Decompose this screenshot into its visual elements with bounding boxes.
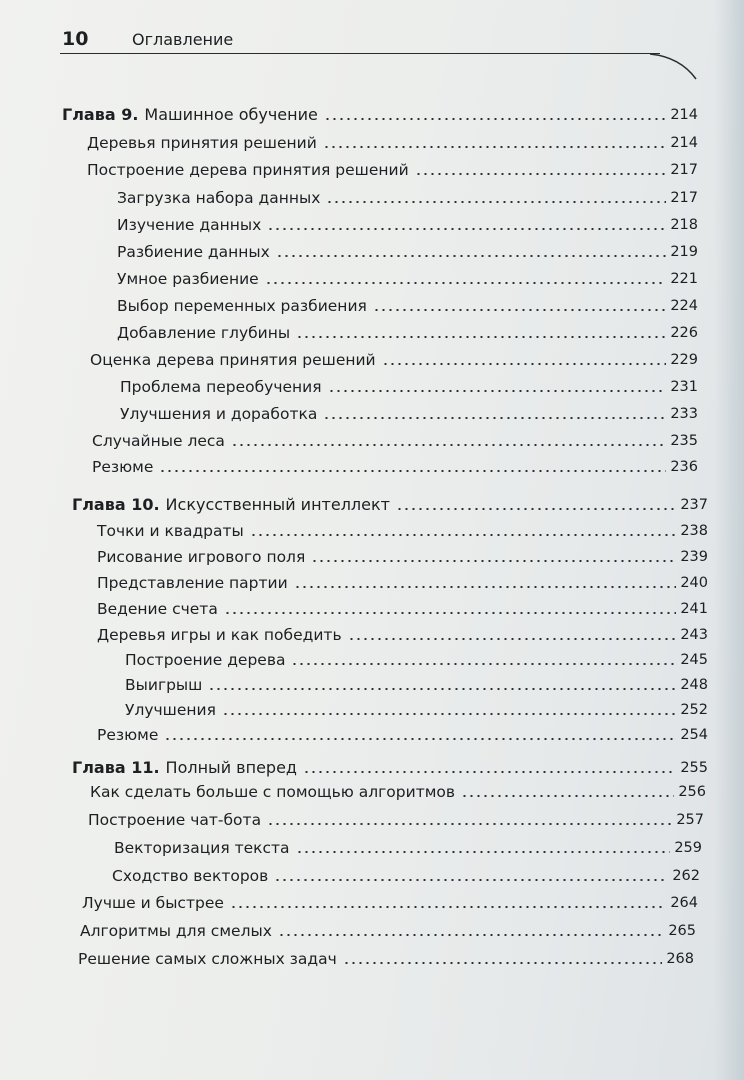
entry-title: Лучше и быстрее <box>82 894 224 912</box>
toc-entry[interactable] <box>80 921 696 941</box>
dot-leader <box>224 612 676 614</box>
entry-title: Разбиение данных <box>117 243 270 261</box>
toc-entry[interactable] <box>97 573 708 593</box>
page-number: 10 <box>62 28 89 50</box>
entry-title: Резюме <box>97 726 159 744</box>
entry-page: 257 <box>676 812 704 828</box>
toc-subentry[interactable] <box>120 404 698 424</box>
dot-leader <box>323 417 666 419</box>
entry-page: 243 <box>680 627 708 643</box>
dot-leader <box>267 823 672 825</box>
chapter-label: Глава 9. <box>62 105 139 124</box>
dot-leader <box>208 688 676 690</box>
toc-chapter[interactable] <box>72 758 708 778</box>
toc-entry[interactable] <box>92 431 698 451</box>
toc-subentry[interactable] <box>125 700 708 720</box>
entry-title: Представление партии <box>97 574 288 592</box>
running-title: Оглавление <box>132 30 234 49</box>
entry-title: Деревья игры и как победить <box>97 626 342 644</box>
dot-leader <box>324 118 666 120</box>
dot-leader <box>230 906 666 908</box>
entry-page: 226 <box>670 325 698 341</box>
entry-title: Сходство векторов <box>112 867 269 885</box>
entry-page: 248 <box>680 677 708 693</box>
toc-subentry[interactable] <box>117 323 698 343</box>
dot-leader <box>415 173 667 175</box>
dot-leader <box>382 363 667 365</box>
dot-leader <box>296 336 666 338</box>
toc-entry[interactable] <box>87 160 698 180</box>
toc-entry[interactable] <box>78 949 694 969</box>
toc-subentry[interactable] <box>117 242 698 262</box>
entry-title: Рисование игрового поля <box>97 548 306 566</box>
dot-leader <box>159 470 666 472</box>
entry-page: 245 <box>680 652 708 668</box>
toc-entry[interactable] <box>97 547 708 567</box>
entry-title: Загрузка набора данных <box>117 189 321 207</box>
dot-leader <box>303 771 676 773</box>
entry-page: 241 <box>680 601 708 617</box>
dot-leader <box>274 879 668 881</box>
entry-page: 229 <box>670 352 698 368</box>
dot-leader <box>396 508 676 510</box>
dot-leader <box>164 738 676 740</box>
dot-leader <box>291 663 676 665</box>
dot-leader <box>276 255 666 257</box>
entry-title: Улучшения и доработка <box>120 405 318 423</box>
entry-title: Изучение данных <box>117 216 262 234</box>
dot-leader <box>278 934 664 936</box>
entry-page: 218 <box>670 217 698 233</box>
entry-page: 256 <box>678 784 706 800</box>
entry-page: 264 <box>670 895 698 911</box>
entry-title: Искусственный интеллект <box>165 495 390 514</box>
toc-subentry[interactable] <box>120 377 698 397</box>
entry-title: Выбор переменных разбиения <box>117 297 367 315</box>
entry-title: Полный вперед <box>165 758 297 777</box>
entry-title: Выигрыш <box>125 676 203 694</box>
entry-page: 265 <box>668 923 696 939</box>
entry-title: Построение дерева принятия решений <box>87 161 409 179</box>
dot-leader <box>250 534 677 536</box>
dot-leader <box>267 228 666 230</box>
entry-page: 224 <box>670 298 698 314</box>
toc-entry[interactable] <box>97 599 708 619</box>
toc-entry[interactable] <box>82 893 698 913</box>
dot-leader <box>461 795 674 797</box>
entry-title: Векторизация текста <box>114 839 290 857</box>
entry-page: 259 <box>674 840 702 856</box>
dot-leader <box>296 851 671 853</box>
dot-leader <box>222 713 676 715</box>
dot-leader <box>311 560 676 562</box>
dot-leader <box>326 201 666 203</box>
entry-page: 268 <box>666 951 694 967</box>
toc-entry[interactable] <box>97 725 708 745</box>
toc-entry[interactable] <box>97 625 708 645</box>
entry-page: 214 <box>670 107 698 123</box>
entry-page: 231 <box>670 379 698 395</box>
toc-subentry[interactable] <box>125 675 708 695</box>
toc-chapter[interactable] <box>72 495 708 515</box>
entry-title: Улучшения <box>125 701 216 719</box>
entry-page: 217 <box>670 162 698 178</box>
toc-entry[interactable] <box>90 782 706 802</box>
entry-page: 235 <box>670 433 698 449</box>
toc-entry[interactable] <box>90 350 698 370</box>
chapter-label: Глава 11. <box>72 758 160 777</box>
entry-page: 214 <box>670 135 698 151</box>
toc-chapter[interactable] <box>62 105 698 125</box>
entry-title: Построение чат-бота <box>88 811 262 829</box>
entry-page: 240 <box>680 575 708 591</box>
entry-page: 237 <box>680 497 708 513</box>
toc-entry[interactable] <box>92 457 698 477</box>
dot-leader <box>231 444 666 446</box>
dot-leader <box>343 962 663 964</box>
entry-title: Построение дерева <box>125 651 286 669</box>
toc-subentry[interactable] <box>114 838 702 858</box>
entry-title: Умное разбиение <box>117 270 259 288</box>
entry-title: Машинное обучение <box>144 105 318 124</box>
entry-title: Проблема переобучения <box>120 378 322 396</box>
dot-leader <box>294 586 677 588</box>
toc-subentry[interactable] <box>117 188 698 208</box>
toc-subentry[interactable] <box>117 269 698 289</box>
toc-subentry[interactable] <box>112 866 700 886</box>
entry-title: Добавление глубины <box>117 324 291 342</box>
entry-title: Точки и квадраты <box>97 522 244 540</box>
entry-page: 236 <box>670 459 698 475</box>
entry-title: Ведение счета <box>97 600 218 618</box>
toc-entry[interactable] <box>88 810 704 830</box>
dot-leader <box>328 390 667 392</box>
dot-leader <box>348 638 677 640</box>
entry-page: 238 <box>680 523 708 539</box>
entry-page: 262 <box>672 868 700 884</box>
entry-page: 255 <box>680 760 708 776</box>
entry-page: 219 <box>670 244 698 260</box>
toc-subentry[interactable] <box>117 215 698 235</box>
entry-page: 239 <box>680 549 708 565</box>
dot-leader <box>373 309 666 311</box>
toc-subentry[interactable] <box>125 650 708 670</box>
entry-page: 217 <box>670 190 698 206</box>
toc-subentry[interactable] <box>117 296 698 316</box>
dot-leader <box>323 146 667 148</box>
entry-title: Как сделать больше с помощью алгоритмов <box>90 783 456 801</box>
entry-page: 254 <box>680 727 708 743</box>
entry-page: 233 <box>670 406 698 422</box>
entry-title: Деревья принятия решений <box>87 134 317 152</box>
chapter-label: Глава 10. <box>72 495 160 514</box>
entry-title: Случайные леса <box>92 432 225 450</box>
entry-page: 221 <box>670 271 698 287</box>
entry-title: Резюме <box>92 458 154 476</box>
entry-title: Оценка дерева принятия решений <box>90 351 376 369</box>
entry-title: Решение самых сложных задач <box>78 950 337 968</box>
entry-page: 252 <box>680 702 708 718</box>
toc-entry[interactable] <box>97 521 708 541</box>
dot-leader <box>265 282 667 284</box>
toc-entry[interactable] <box>87 133 698 153</box>
entry-title: Алгоритмы для смелых <box>80 922 272 940</box>
